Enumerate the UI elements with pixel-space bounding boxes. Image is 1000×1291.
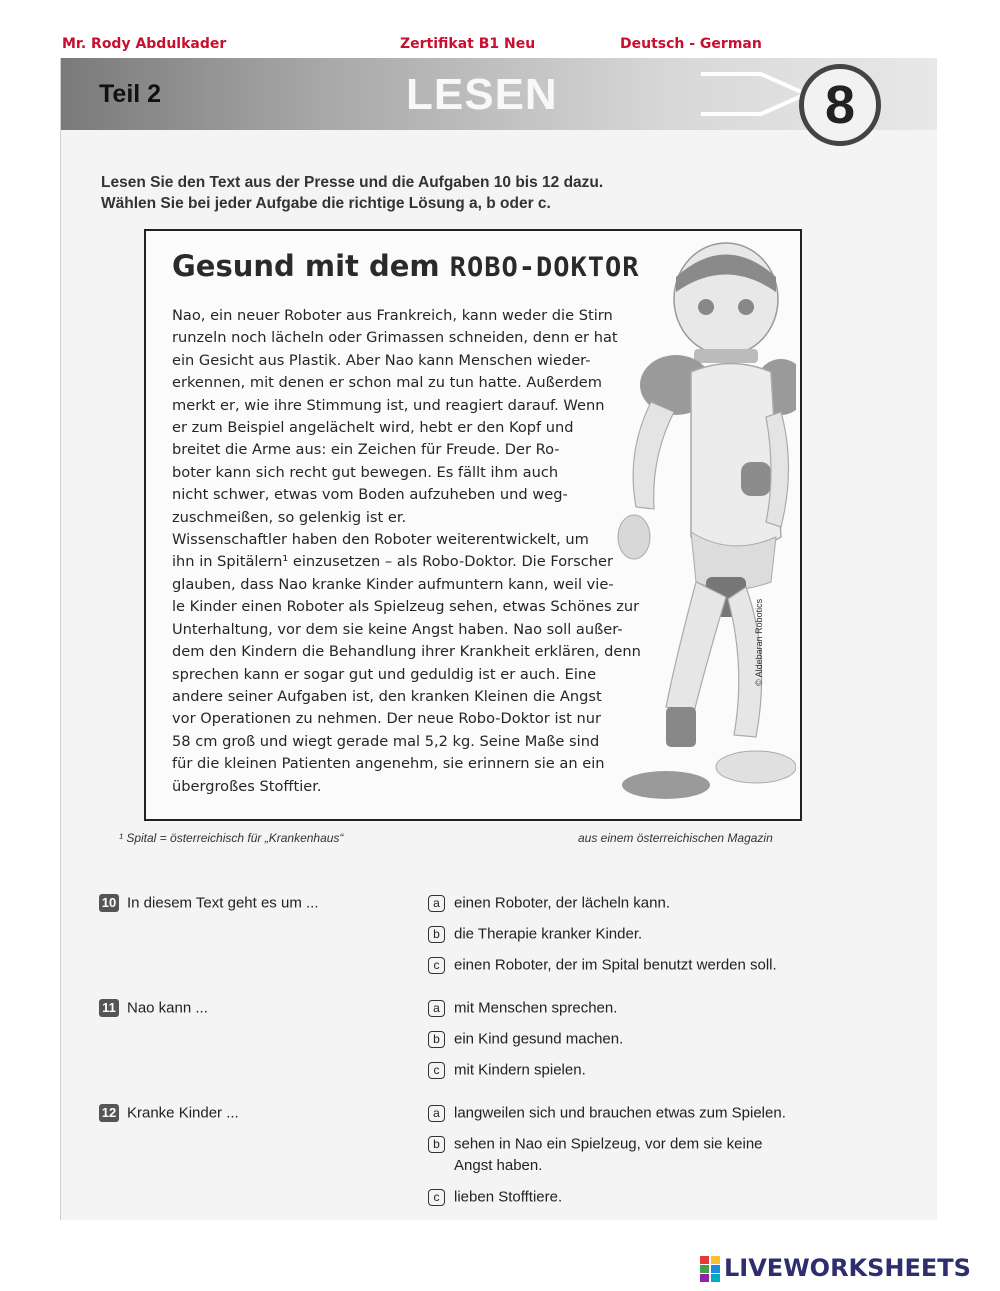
article-line: er zum Beispiel angelächelt wird, hebt er den Kopf und (172, 419, 574, 437)
option-text: einen Roboter, der lächeln kann. (454, 894, 670, 912)
article-body (172, 305, 641, 798)
article-line: für die kleinen Patienten angenehm, sie erinnern sie an ein (172, 755, 605, 773)
question-text: Nao kann ... (127, 999, 208, 1017)
author-name: Mr. Rody Abdulkader (62, 36, 227, 52)
footnote: ¹ Spital = österreichisch für „Krankenhaus“ (119, 831, 344, 845)
option-label: a (428, 1105, 445, 1122)
article-source: aus einem österreichischen Magazin (578, 831, 773, 845)
article-line: sprechen kann er sogar gut und geduldig ist er auch. Eine (172, 665, 597, 683)
option-label: b (428, 1136, 445, 1153)
option-label: a (428, 1000, 445, 1017)
article-line: nicht schwer, etwas vom Boden aufzuheben und weg- (172, 486, 568, 504)
option-10b[interactable] (428, 925, 642, 943)
option-label: b (428, 1031, 445, 1048)
article-line: übergroßes Stofftier. (172, 777, 322, 795)
photo-credit: © Aldebaran Robotics (754, 598, 764, 686)
scanned-page (60, 58, 937, 1220)
option-12b[interactable] (428, 1135, 763, 1153)
question-11 (99, 999, 208, 1017)
task-instructions (101, 172, 603, 214)
article-line: le Kinder einen Roboter als Spielzeug sehen, etwas Schönes zur (172, 598, 640, 616)
article-line: merkt er, wie ihre Stimmung ist, und reagiert darauf. Wenn (172, 396, 605, 414)
option-11a[interactable] (428, 999, 617, 1017)
option-text: langweilen sich und brauchen etwas zum Spielen. (454, 1104, 786, 1122)
option-12c[interactable] (428, 1188, 562, 1206)
question-text: In diesem Text geht es um ... (127, 894, 319, 912)
banner-arrow-icon (701, 64, 811, 124)
article-line: breitet die Arme aus: ein Zeichen für Freude. Der Ro- (172, 441, 560, 459)
question-text: Kranke Kinder ... (127, 1104, 239, 1122)
article-line: boter kann sich recht gut bewegen. Es fällt ihm auch (172, 463, 559, 481)
article-line: vor Operationen zu nehmen. Der neue Robo-Doktor ist nur (172, 710, 601, 728)
article-line: Nao, ein neuer Roboter aus Frankreich, kann weder die Stirn (172, 307, 613, 324)
part-label: Teil 2 (99, 80, 162, 108)
worksheet-header (0, 36, 1000, 56)
instruction-line: Lesen Sie den Text aus der Presse und die Aufgaben 10 bis 12 dazu. (101, 174, 604, 191)
logo-text: LIVEWORKSHEETS (724, 1254, 971, 1282)
option-text: mit Menschen sprechen. (454, 999, 618, 1017)
option-11b[interactable] (428, 1030, 623, 1048)
option-12a[interactable] (428, 1104, 786, 1122)
headline-plain: Gesund mit dem (172, 249, 450, 283)
option-10c[interactable] (428, 956, 777, 974)
option-text: einen Roboter, der im Spital benutzt werden soll. (454, 956, 777, 974)
question-number: 11 (99, 999, 119, 1017)
question-number: 12 (99, 1104, 119, 1122)
option-11c[interactable] (428, 1061, 586, 1079)
headline-styled: ROBO-DOKTOR (449, 252, 640, 283)
option-text: lieben Stofftiere. (454, 1188, 563, 1206)
option-text: mit Kindern spielen. (454, 1061, 586, 1079)
section-number-badge: 8 (799, 64, 881, 146)
section-title: LESEN (406, 70, 558, 119)
article-line: ein Gesicht aus Plastik. Aber Nao kann Menschen wieder- (172, 351, 591, 369)
logo-mark-icon (700, 1256, 720, 1282)
option-text: ein Kind gesund machen. (454, 1030, 624, 1048)
option-text: sehen in Nao ein Spielzeug, vor dem sie keine (454, 1135, 763, 1153)
option-text: die Therapie kranker Kinder. (454, 925, 643, 943)
article-line: runzeln noch lächeln oder Grimassen schneiden, denn er hat (172, 329, 618, 347)
article-line: glauben, dass Nao kranke Kinder aufmuntern kann, weil vie- (172, 575, 614, 593)
article-line: Wissenschaftler haben den Roboter weiterentwickelt, um (172, 531, 589, 549)
course-name: Zertifikat B1 Neu (400, 36, 536, 52)
option-12b-continuation: Angst haben. (454, 1157, 543, 1174)
question-number: 10 (99, 894, 119, 912)
question-12 (99, 1104, 239, 1122)
article-line: Unterhaltung, vor dem sie keine Angst haben. Nao soll außer- (172, 620, 623, 638)
option-10a[interactable] (428, 894, 670, 912)
question-10 (99, 894, 318, 912)
article-box (144, 229, 802, 821)
option-label: a (428, 895, 445, 912)
option-label: b (428, 926, 445, 943)
instruction-line: Wählen Sie bei jeder Aufgabe die richtige Lösung a, b oder c. (101, 195, 551, 212)
article-line: dem den Kindern die Behandlung ihrer Krankheit erklären, denn (172, 643, 641, 661)
article-line: andere seiner Aufgaben ist, den kranken Kleinen die Angst (172, 687, 602, 705)
article-headline (172, 249, 640, 283)
article-line: 58 cm groß und wiegt gerade mal 5,2 kg. Seine Maße sind (172, 732, 600, 750)
language-label: Deutsch - German (620, 36, 762, 52)
option-label: c (428, 957, 445, 974)
option-label: c (428, 1189, 445, 1206)
article-line: ihn in Spitälern¹ einzusetzen – als Robo-Doktor. Die Forscher (172, 553, 614, 571)
article-line: zuschmeißen, so gelenkig ist er. (172, 508, 407, 526)
option-label: c (428, 1062, 445, 1079)
article-line: erkennen, mit denen er schon mal zu tun hatte. Außerdem (172, 374, 602, 392)
